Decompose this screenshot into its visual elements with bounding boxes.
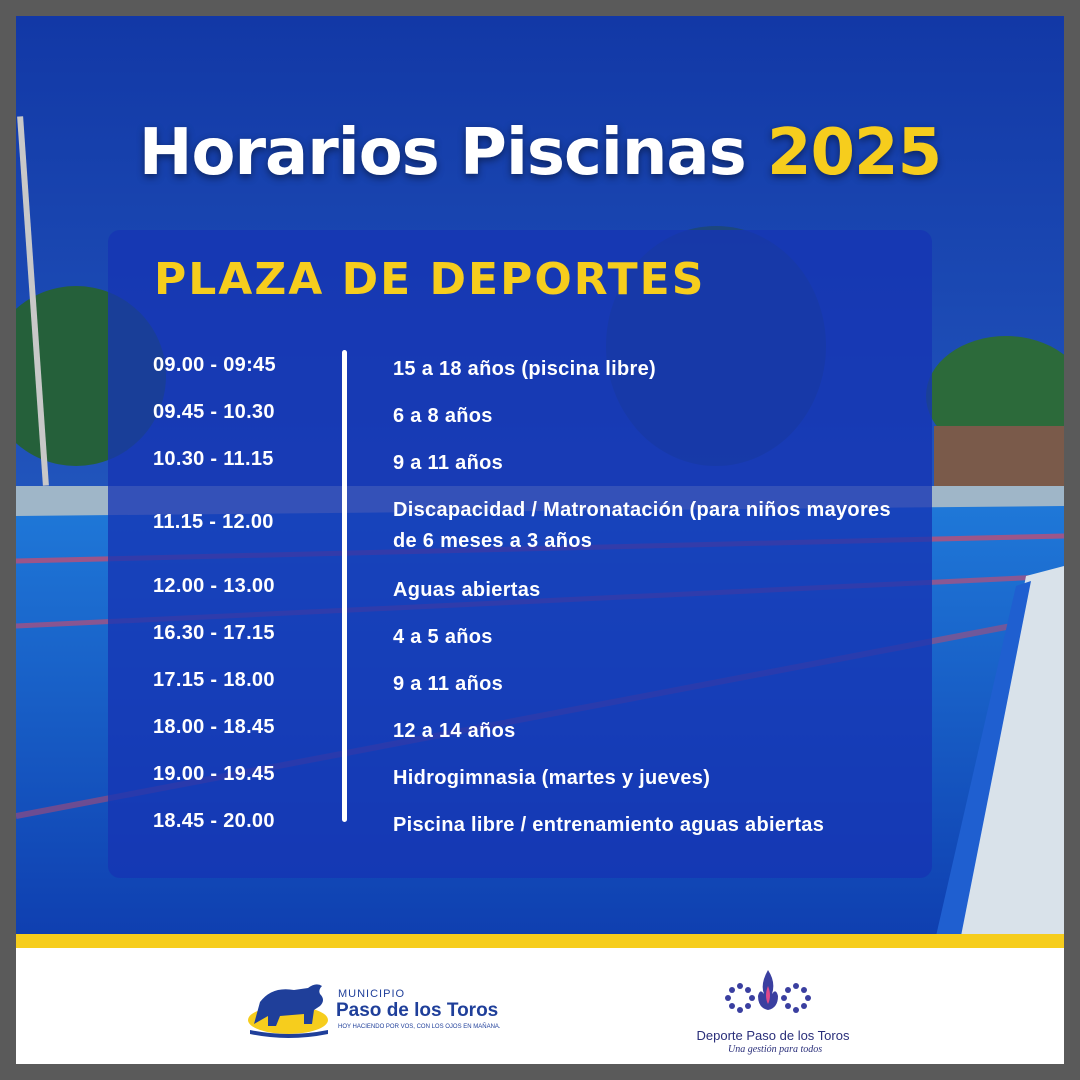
footer-stripe (16, 934, 1064, 948)
schedule-activity: 9 a 11 años (393, 452, 504, 474)
schedule-activity: 4 a 5 años (393, 626, 493, 648)
footer (16, 948, 1064, 1064)
municipio-tagline: HOY HACIENDO POR VOS, CON LOS OJOS EN MAÑANA. (338, 1024, 501, 1030)
schedule-activity: 9 a 11 años (393, 673, 504, 695)
schedule-time: 12.00 - 13.00 (153, 575, 275, 597)
schedule-time: 17.15 - 18.00 (153, 669, 275, 691)
schedule-time: 09.45 - 10.30 (153, 401, 275, 423)
municipio-label: MUNICIPIO (338, 988, 406, 1000)
municipio-logo (246, 976, 516, 1040)
schedule-time: 18.00 - 18.45 (153, 716, 275, 738)
schedule-activity: 15 a 18 años (piscina libre) (393, 358, 656, 380)
schedule-panel (108, 230, 932, 878)
schedule-time: 16.30 - 17.15 (153, 622, 275, 644)
venue-title: PLAZA DE DEPORTES (154, 254, 706, 305)
deporte-name: Deporte Paso de los Toros (696, 1028, 850, 1043)
schedule-time: 09.00 - 09:45 (153, 354, 276, 376)
schedule-activity: Hidrogimnasia (martes y jueves) (393, 767, 711, 789)
schedule-time: 10.30 - 11.15 (153, 448, 274, 470)
municipio-name: Paso de los Toros (336, 1000, 499, 1021)
page-title (16, 116, 1064, 190)
title-year: 2025 (766, 116, 942, 190)
schedule-activity: 6 a 8 años (393, 405, 493, 427)
schedule-activity: 12 a 14 años (393, 720, 516, 742)
deporte-logo (688, 968, 858, 1058)
rings-flame-icon (720, 968, 816, 1028)
title-main: Horarios Piscinas (138, 116, 746, 190)
schedule-activity: Aguas abiertas (393, 579, 541, 601)
schedule-time: 11.15 - 12.00 (153, 511, 274, 533)
schedule-activity: Piscina libre / entrenamiento aguas abiertas (393, 814, 825, 836)
deporte-tagline: Una gestión para todos (728, 1044, 823, 1055)
poster (16, 16, 1064, 1064)
schedule-time: 18.45 - 20.00 (153, 810, 275, 832)
bull-icon (246, 976, 330, 1038)
schedule-activity: Discapacidad / Matronatación (para niños mayores de 6 meses a 3 años (393, 499, 891, 552)
schedule-time: 19.00 - 19.45 (153, 763, 275, 785)
